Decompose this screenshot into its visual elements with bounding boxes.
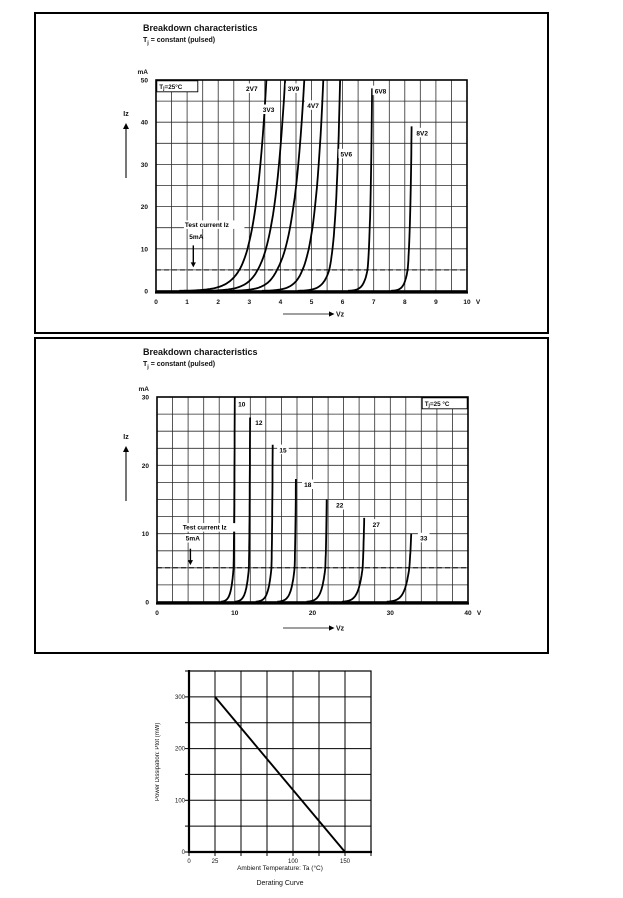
- y-unit-label: mA: [138, 386, 149, 393]
- curve-label-3V9: 3V9: [287, 86, 300, 94]
- chart-title: Breakdown characteristics: [143, 347, 258, 357]
- derating-y-axis-title: Power Dissipation: Ptot (mW): [155, 722, 161, 801]
- curve-18: [277, 479, 296, 602]
- breakdown-chart-low-voltage: [36, 14, 543, 328]
- curve-15: [256, 445, 273, 602]
- condition-subscript: j: [147, 364, 149, 371]
- y-unit-label: mA: [137, 69, 148, 76]
- x-axis-symbol: Vz: [336, 625, 345, 633]
- x-tick-label: 8: [402, 299, 407, 306]
- y-tick-label: 20: [140, 204, 148, 212]
- condition-subscript: j: [147, 40, 149, 47]
- y-tick-label: 50: [140, 77, 148, 85]
- note-arrow-head: [188, 560, 193, 565]
- test-current-note: Test current Iz: [182, 524, 227, 532]
- note-arrow-head: [191, 262, 196, 267]
- x-tick-label: 0: [187, 859, 191, 865]
- x-tick-label: 4: [278, 299, 283, 306]
- x-tick-label: 7: [371, 299, 376, 306]
- iz-up-arrow-head: [123, 446, 129, 452]
- y-tick-label: 10: [141, 531, 149, 539]
- x-tick-label: 20: [308, 610, 317, 617]
- curve-label-27: 27: [372, 521, 380, 529]
- x-tick-label: 30: [386, 610, 394, 617]
- iz-up-arrow-head: [123, 123, 129, 129]
- curve-27: [342, 518, 364, 602]
- curve-label-6V8: 6V8: [374, 88, 387, 96]
- y-tick-label: 0: [145, 599, 149, 607]
- curve-label-2V7: 2V7: [246, 86, 258, 94]
- curve-label-3V3: 3V3: [262, 107, 275, 115]
- x-tick-label: 5: [309, 299, 314, 306]
- x-tick-label: 40: [464, 610, 472, 617]
- y-tick-label: 0: [181, 850, 185, 856]
- y-axis-symbol: Iz: [123, 111, 129, 118]
- y-tick-label: 10: [140, 246, 148, 254]
- curve-6V8: [348, 88, 372, 290]
- chart-title: Breakdown characteristics: [143, 23, 258, 33]
- curve-label-10: 10: [238, 401, 246, 409]
- condition-rest: = constant (pulsed): [148, 361, 216, 368]
- y-tick-label: 30: [141, 394, 149, 402]
- curve-label-12: 12: [255, 420, 263, 427]
- x-tick-label: 25: [211, 859, 219, 865]
- breakdown-panel-high-voltage: [34, 337, 549, 654]
- breakdown-chart-high-voltage: [36, 339, 543, 648]
- curve-label-8V2: 8V2: [416, 130, 428, 138]
- curve-label-18: 18: [304, 482, 312, 490]
- derating-chart: [150, 655, 480, 893]
- y-tick-label: 0: [144, 288, 148, 296]
- derating-x-axis-title: Ambient Temperature: Ta (°C): [237, 865, 323, 872]
- x-tick-label: 10: [463, 299, 471, 306]
- derating-caption: Derating Curve: [256, 880, 304, 887]
- x-tick-label: 0: [155, 610, 159, 617]
- temperature-label: Tj=25 °C: [424, 401, 450, 410]
- y-axis-symbol: Iz: [123, 434, 129, 441]
- y-tick-label: 200: [174, 746, 185, 753]
- vz-right-arrow-head: [329, 311, 335, 316]
- y-tick-label: 20: [141, 462, 149, 470]
- y-tick-label: 300: [174, 694, 185, 701]
- curve-label-5V6: 5V6: [340, 151, 353, 159]
- derating-chart-container: [150, 655, 480, 893]
- curve-label-15: 15: [279, 447, 287, 455]
- curve-label-4V7: 4V7: [307, 103, 319, 110]
- x-tick-label: 9: [434, 299, 438, 306]
- x-tick-label: 100: [287, 859, 299, 865]
- y-tick-label: 40: [140, 119, 148, 127]
- condition-pre: T: [143, 361, 148, 368]
- curve-12: [235, 418, 251, 602]
- x-axis-symbol: Vz: [336, 311, 345, 319]
- curve-label-22: 22: [336, 502, 344, 510]
- test-current-note: 5mA: [189, 234, 204, 242]
- x-tick-label: 10: [231, 610, 239, 617]
- condition-pre: T: [143, 37, 148, 44]
- y-tick-label: 100: [174, 798, 185, 805]
- temperature-label: Tj=25°C: [159, 84, 183, 93]
- condition-rest: = constant (pulsed): [148, 37, 216, 44]
- x-tick-label: 2: [216, 299, 221, 306]
- x-unit-label: V: [476, 610, 482, 617]
- y-tick-label: 30: [140, 161, 148, 169]
- x-tick-label: 6: [340, 299, 345, 306]
- x-tick-label: 1: [185, 299, 189, 306]
- vz-right-arrow-head: [329, 625, 335, 630]
- x-tick-label: 3: [247, 299, 252, 306]
- x-unit-label: V: [475, 299, 481, 306]
- curve-label-33: 33: [420, 535, 428, 543]
- x-tick-label: 150: [339, 859, 351, 865]
- test-current-note: 5mA: [185, 535, 200, 543]
- curve-8V2: [391, 126, 412, 290]
- test-current-note: Test current Iz: [184, 221, 229, 229]
- x-tick-label: 0: [154, 299, 158, 306]
- breakdown-panel-low-voltage: [34, 12, 549, 334]
